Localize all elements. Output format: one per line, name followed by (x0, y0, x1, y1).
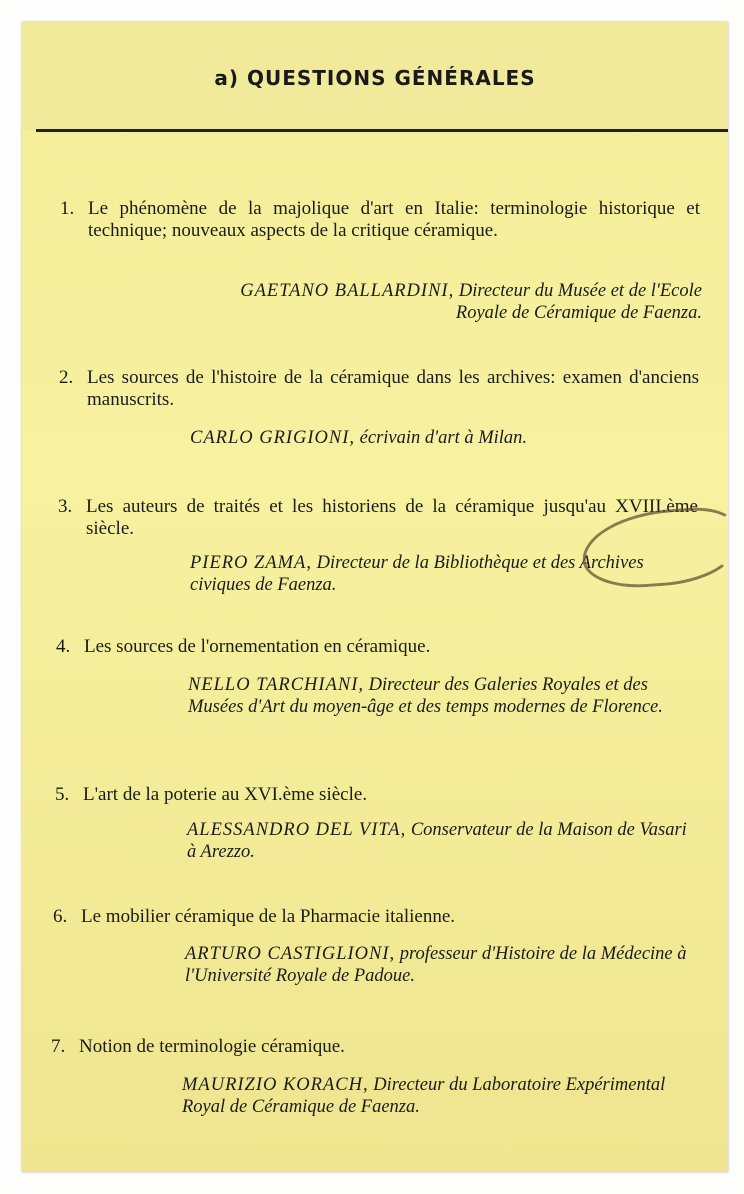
question-number: 4. (56, 636, 71, 657)
question-text: L'art de la poterie au XVI.ème siècle. (83, 784, 368, 805)
author-role: écrivain d'art à Milan. (355, 428, 528, 448)
question-number: 2. (59, 367, 74, 388)
question-6 (53, 906, 693, 928)
question-number: 5. (55, 784, 70, 805)
question-2 (59, 367, 699, 411)
author-7 (182, 1074, 694, 1118)
document-page (22, 22, 728, 1172)
question-number: 3. (58, 496, 73, 517)
question-text: Notion de terminologie céramique. (79, 1036, 345, 1057)
author-2 (190, 427, 670, 449)
author-name: NELLO TARCHIANI, (188, 675, 365, 695)
author-name: PIERO ZAMA, (190, 553, 312, 573)
author-name: MAURIZIO KORACH, (182, 1075, 369, 1095)
author-name: GAETANO BALLARDINI, (240, 281, 455, 301)
author-role: Conservateur de la Maison de Vasari à Arezzo. (187, 820, 687, 862)
question-number: 7. (51, 1036, 66, 1057)
page-title: a) QUESTIONS GÉNÉRALES (214, 66, 536, 90)
author-name: ARTURO CASTIGLIONI, (185, 944, 396, 964)
author-role: Directeur des Galeries Royales et des Musées d'Art du moyen-âge et des temps modernes de Florence. (188, 675, 663, 717)
author-5 (187, 819, 695, 863)
author-name: CARLO GRIGIONI, (190, 428, 356, 448)
question-text: Le mobilier céramique de la Pharmacie italienne. (81, 906, 456, 927)
author-role: Directeur de la Bibliothèque et des Archives civiques de Faenza. (190, 553, 644, 595)
author-role: Directeur du Musée et de l'Ecole Royale de Céramique de Faenza. (454, 281, 702, 323)
question-7 (51, 1036, 691, 1058)
author-4 (188, 674, 696, 718)
question-text: Les sources de l'histoire de la céramique dans les archives: examen d'anciens manuscrits. (87, 367, 699, 410)
question-5 (55, 784, 695, 806)
author-role: professeur d'Histoire de la Médecine à l'Université Royale de Padoue. (185, 944, 687, 986)
question-1 (60, 198, 700, 242)
question-4 (56, 636, 696, 658)
question-number: 1. (60, 198, 75, 219)
question-text: Le phénomène de la majolique d'art en Italie: terminologie historique et technique; nouveaux aspects de la critique céramique. (88, 198, 700, 241)
author-1 (192, 280, 702, 324)
question-text: Les sources de l'ornementation en céramique. (84, 636, 431, 657)
page-header (22, 22, 728, 130)
header-divider (36, 129, 728, 132)
author-role: Directeur du Laboratoire Expérimental Royal de Céramique de Faenza. (182, 1075, 666, 1117)
author-6 (185, 943, 695, 987)
author-name: ALESSANDRO DEL VITA, (187, 820, 407, 840)
question-number: 6. (53, 906, 68, 927)
question-text: Les auteurs de traités et les historiens de la céramique jusqu'au XVIII.ème siècle. (86, 496, 698, 539)
